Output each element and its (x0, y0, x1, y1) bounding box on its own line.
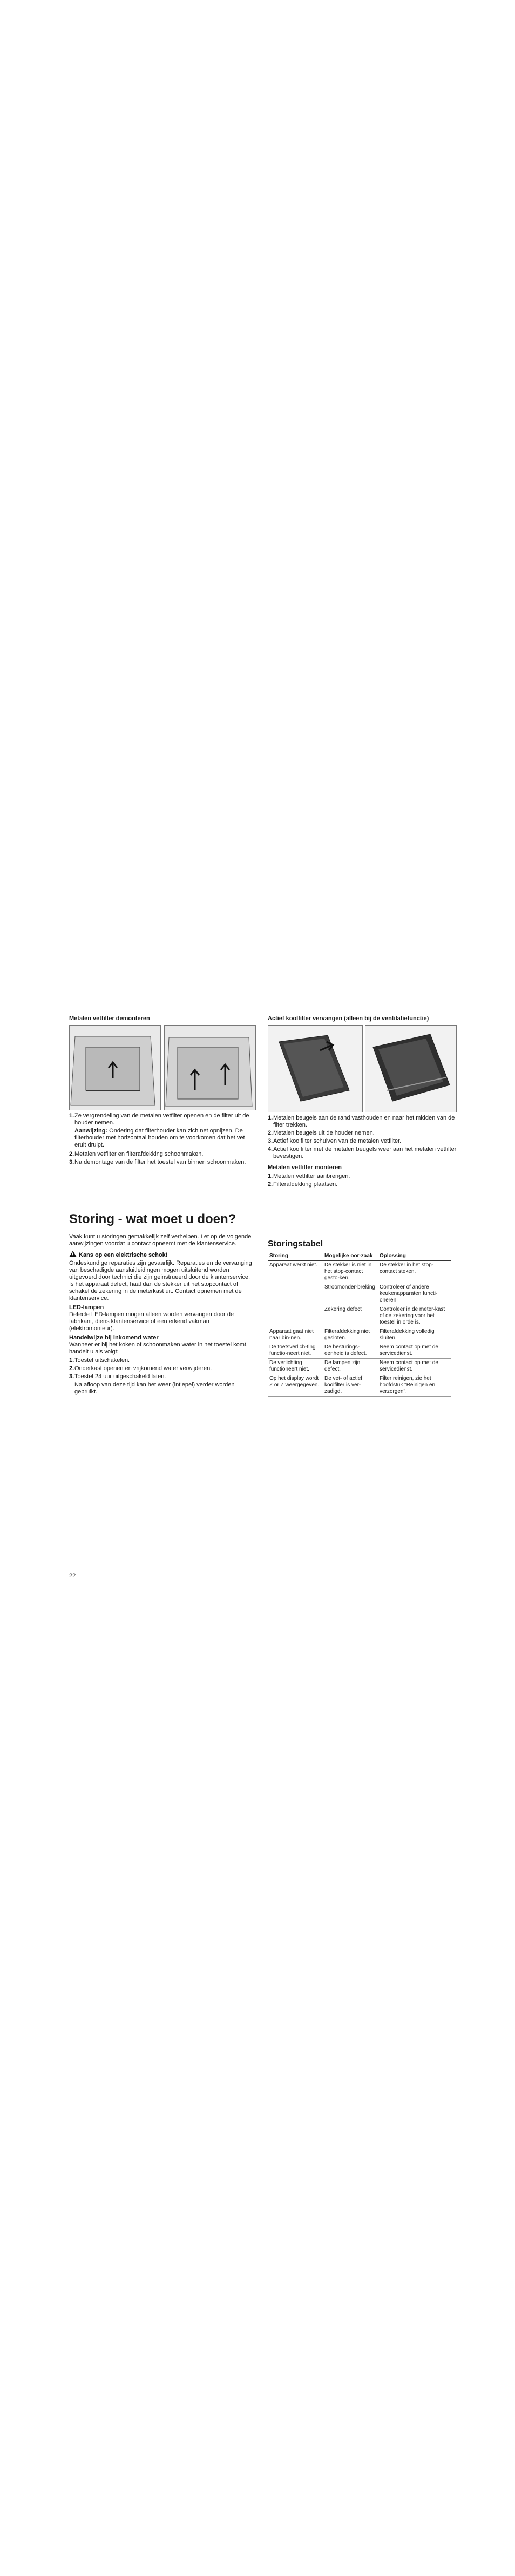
figure-filter-removal-2 (164, 1025, 256, 1110)
table-cell: Op het display wordt Z or Z weergegeven. (268, 1374, 323, 1397)
table-header-cause: Mogelijke oor-zaak (323, 1252, 378, 1261)
list-item: 2. Onderkast openen en vrijkomend water verwijderen. (69, 1365, 212, 1372)
list-item: 1. Metalen beugels aan de rand vasthouden en naar het midden van de filter trekken. (268, 1115, 455, 1128)
left-steps (69, 1112, 253, 1167)
list-item: Aanwijzing: Ondering dat filterhouder kan zich net opnijzen. De filterhouder met horizontaal houden om te voorkomen dat het vet eruit druipt. (74, 1128, 245, 1148)
list-item: 2. Metalen beugels uit de houder nemen. (268, 1130, 375, 1136)
led-text: Defecte LED-lampen mogen alleen worden vervangen door de fabrikant, diens klantenservice of een erkend vakman (elektromonteur). (69, 1311, 234, 1332)
table-header-solution: Oplossing (378, 1252, 451, 1261)
table-row (268, 1283, 451, 1305)
list-item: 3. Toestel 24 uur uitgeschakeld laten. (69, 1373, 166, 1380)
table-cell: Apparaat werkt niet. (268, 1261, 323, 1283)
warning-text: Ondeskundige reparaties zijn gevaarlijk. Reparaties en de vervanging van beschadigde aansluitleidingen mogen uitsluitend worden uitgevoerd door technici die zijn geinstrueerd door de klantenservice. Is het apparaat defect, haal dan de stekker uit het stopcontact of schakel de zekering in de meterkast uit. Contact opnemen met de klantenservice. (69, 1260, 252, 1302)
table-row (268, 1359, 451, 1374)
left-heading: Metalen vetfilter demonteren (69, 1015, 150, 1022)
list-item: 2. Metalen vetfilter en filterafdekking schoonmaken. (69, 1151, 204, 1157)
table-cell: Controleer of andere keukenapparaten functi-oneren. (378, 1283, 451, 1305)
table-cell: Zekering defect (323, 1305, 378, 1327)
list-item: 3. Actief koolfilter schuiven van de metalen vetfilter. (268, 1138, 402, 1144)
led-heading: LED-lampen (69, 1304, 104, 1311)
table-row (268, 1305, 451, 1327)
figure-carbon-filter-1 (268, 1025, 363, 1112)
list-item: 3. Na demontage van de filter het toestel van binnen schoonmaken. (69, 1159, 246, 1165)
table-cell: Stroomonder-breking (323, 1283, 378, 1305)
table-cell: Neem contact op met de servicedienst. (378, 1343, 451, 1359)
fault-table-wrapper (268, 1252, 451, 1397)
warning-heading: !Kans op een elektrische schok! (69, 1251, 253, 1259)
table-cell: Apparaat gaat niet naar bin-nen. (268, 1327, 323, 1343)
table-cell: De lampen zijn defect. (323, 1359, 378, 1374)
table-cell: Neem contact op met de servicedienst. (378, 1359, 451, 1374)
figure-filter-removal-1 (69, 1025, 161, 1110)
table-cell: De stekker in het stop-contact steken. (378, 1261, 451, 1283)
intro-text: Vaak kunt u storingen gemakkelijk zelf verhelpen. Let op de volgende aanwijzingen voordat u contact opneemt met de klantenservice. (69, 1233, 252, 1247)
table-cell (268, 1283, 323, 1305)
table-row (268, 1327, 451, 1343)
section-title: Storing - wat moet u doen? (69, 1212, 236, 1226)
warning-triangle-icon (69, 1251, 77, 1257)
table-header-fault: Storing (268, 1252, 323, 1261)
table-cell: De stekker is niet in het stop-contact gesto-ken. (323, 1261, 378, 1283)
list-item: Na afloop van deze tijd kan het weer (intiepel) verder worden gebruikt. (74, 1381, 235, 1395)
table-cell: De besturings-eenheid is defect. (323, 1343, 378, 1359)
right-subheading: Metalen vetfilter monteren (268, 1164, 342, 1171)
list-item: 1. Toestel uitschakelen. (69, 1357, 130, 1364)
list-item: 2. Filterafdekking plaatsen. (268, 1181, 338, 1188)
table-cell: De vet- of actief koolfilter is ver-zadigd. (323, 1374, 378, 1397)
fault-table (268, 1252, 451, 1397)
table-row (268, 1261, 451, 1283)
figure-carbon-filter-2 (365, 1025, 457, 1112)
table-cell: Filter reinigen, zie het hoofdstuk "Reinigen en verzorgen". (378, 1374, 451, 1397)
table-cell (268, 1305, 323, 1327)
table-cell: De toetsverlich-ting functio-neert niet. (268, 1343, 323, 1359)
table-cell: Controleer in de meter-kast of de zekering voor het toestel in orde is. (378, 1305, 451, 1327)
table-cell: Filterafdekking volledig sluiten. (378, 1327, 451, 1343)
table-title: Storingstabel (268, 1239, 323, 1249)
table-header-row (268, 1252, 451, 1261)
table-row (268, 1343, 451, 1359)
right-steps (268, 1115, 457, 1189)
table-row (268, 1374, 451, 1397)
water-intro: Wanneer er bij het koken of schoonmaken water in het toestel komt, handelt u als volgt: (69, 1341, 248, 1355)
table-cell: Filterafdekking niet gesloten. (323, 1327, 378, 1343)
list-item: 1. Ze vergrendeling van de metalen vetfilter openen en de filter uit de houder nemen. (69, 1112, 249, 1126)
water-heading: Handelwijze bij inkomend water (69, 1334, 159, 1341)
section-left-text (69, 1233, 253, 1397)
right-heading: Actief koolfilter vervangen (alleen bij de ventilatiefunctie) (268, 1015, 429, 1022)
table-cell: De verlichting functioneert niet. (268, 1359, 323, 1374)
list-item: 4. Actief koolfilter met de metalen beugels weer aan het metalen vetfilter bevestigen. (268, 1146, 457, 1159)
list-item: 1. Metalen vetfilter aanbrengen. (268, 1173, 350, 1179)
page-number: 22 (69, 1573, 76, 1579)
